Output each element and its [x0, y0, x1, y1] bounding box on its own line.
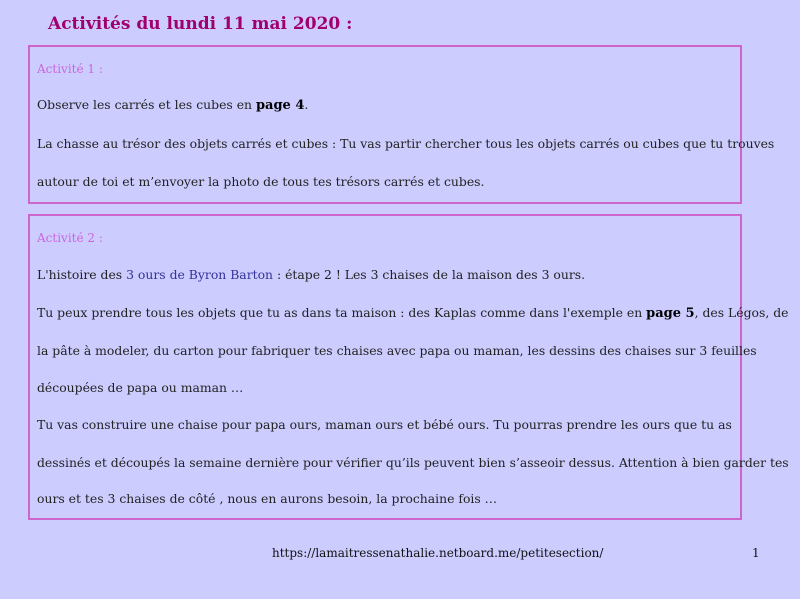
activity-2-line-2-end: , des Légos, de [694, 305, 789, 320]
activity-2-box [28, 214, 789, 520]
activity-2-line-1-text: L'histoire des [37, 267, 127, 282]
page-5-link[interactable]: page 5 [646, 306, 695, 321]
page-4-link[interactable]: page 4 [255, 98, 305, 113]
activity-1-title: Activité 1 : [37, 62, 103, 76]
activity-2-line-1 [37, 267, 585, 282]
activity-1-box [28, 45, 775, 204]
activity-2-line-2-text: Tu peux prendre tous les objets que tu as dans ta maison : des Kaplas comme dans l'exemple en [37, 305, 647, 320]
page-title: Activités du lundi 11 mai 2020 : [48, 14, 353, 34]
activity-2-line-6: dessinés et découpés la semaine dernière pour vérifier qu’ils peuvent bien s’asseoir dessus. Attention à bien garder tes [37, 455, 789, 470]
activity-2-line-2 [37, 305, 789, 321]
activity-2-line-5: Tu vas construire une chaise pour papa ours, maman ours et bébé ours. Tu pourras prendre les ours que tu as [37, 417, 732, 432]
page-number: 1 [752, 546, 760, 560]
activity-2-line-1-end: : étape 2 ! Les 3 chaises de la maison des 3 ours. [273, 267, 586, 282]
byron-barton-link[interactable]: 3 ours de Byron Barton [126, 267, 274, 282]
activity-1-line-2: La chasse au trésor des objets carrés et cubes : Tu vas partir chercher tous les objets carrés ou cubes que tu trouves [37, 136, 775, 151]
activity-2-title: Activité 2 : [37, 231, 103, 245]
activity-1-line-1-end: . [304, 97, 309, 112]
activity-1-line-1-text: Observe les carrés et les cubes en [37, 97, 256, 112]
activity-2-line-4: découpées de papa ou maman … [37, 380, 244, 395]
activity-1-line-1 [37, 97, 308, 113]
activity-2-line-7: ours et tes 3 chaises de côté , nous en aurons besoin, la prochaine fois … [37, 491, 498, 506]
activity-2-line-3: la pâte à modeler, du carton pour fabriquer tes chaises avec papa ou maman, les dessins des chaises sur 3 feuilles [37, 343, 757, 358]
footer-url[interactable]: https://lamaitressenathalie.netboard.me/petitesection/ [272, 546, 604, 560]
activity-1-line-3: autour de toi et m’envoyer la photo de tous tes trésors carrés et cubes. [37, 174, 485, 189]
